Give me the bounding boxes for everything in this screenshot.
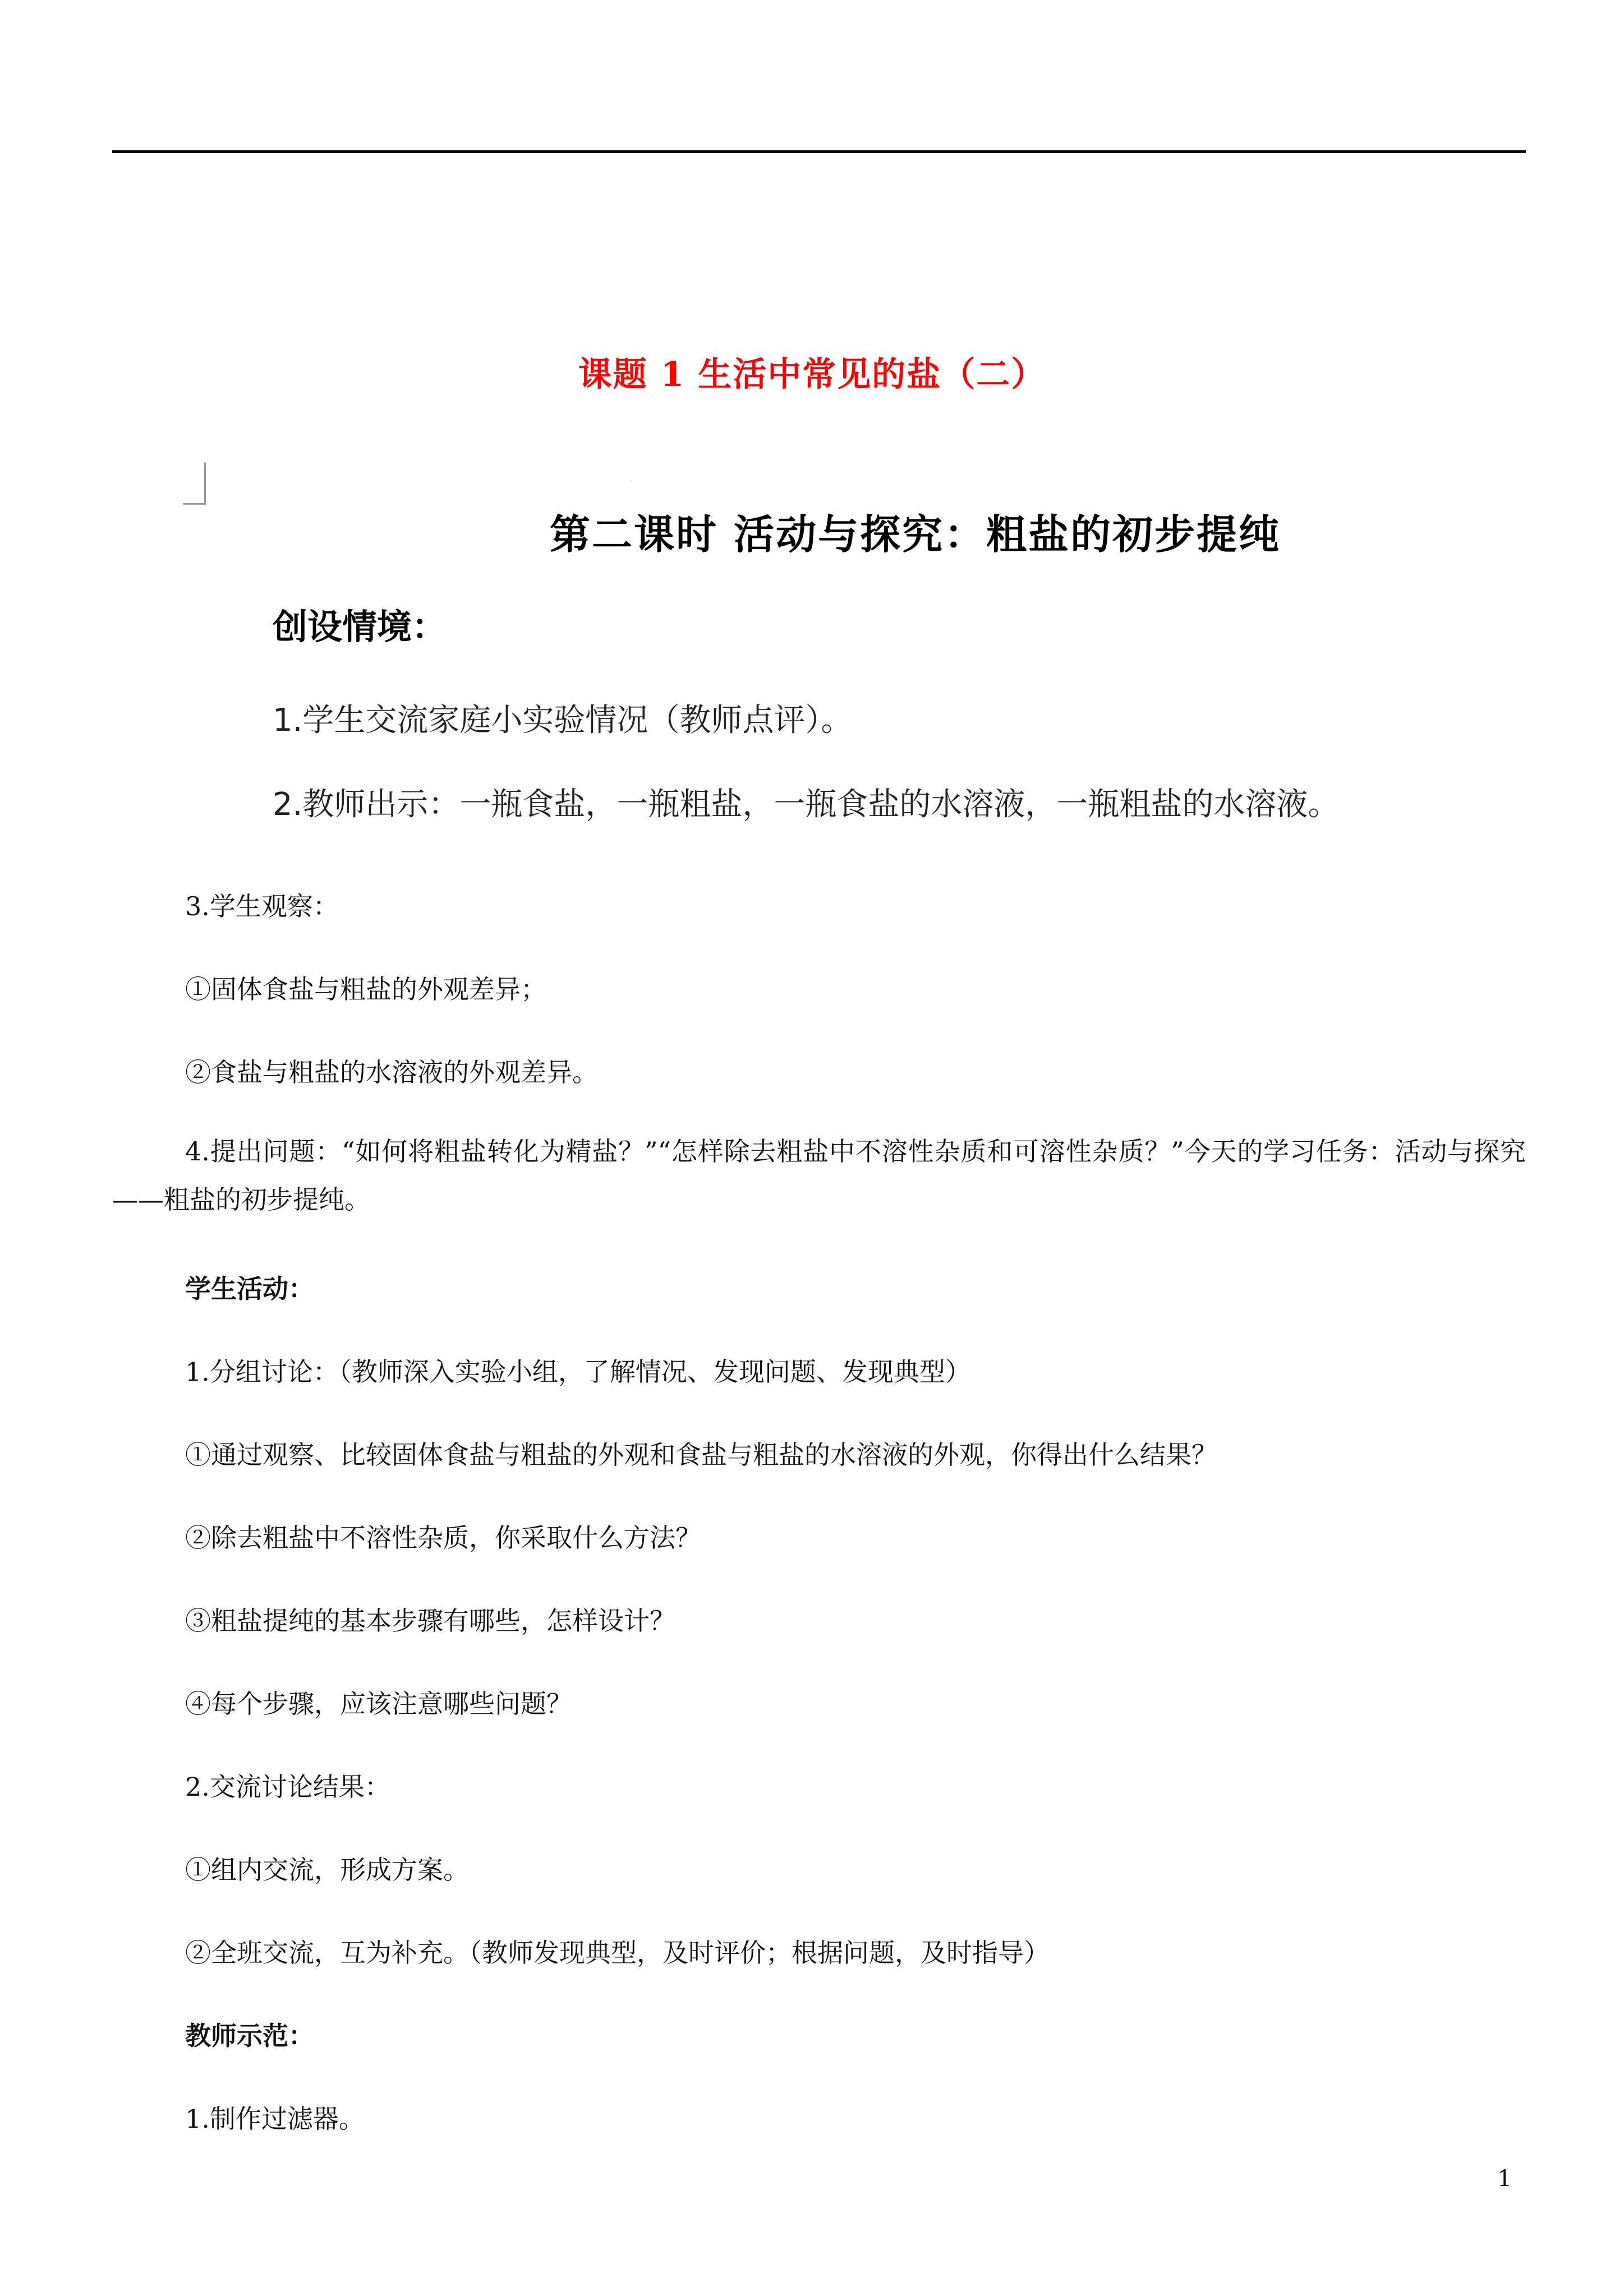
observe-item-2: ②食盐与粗盐的水溶液的外观差异。 xyxy=(185,1057,598,1087)
situation-item-1: 1.学生交流家庭小实验情况（教师点评）。 xyxy=(273,702,853,739)
header-rule xyxy=(112,150,1526,153)
teacher-demo-heading: 教师示范： xyxy=(185,2021,314,2051)
document-title: 课题 1 生活中常见的盐（二） xyxy=(578,355,1046,394)
situation-item-2: 2.教师出示：一瓶食盐，一瓶粗盐，一瓶食盐的水溶液，一瓶粗盐的水溶液。 xyxy=(273,786,1340,823)
discussion-item-1: ①通过观察、比较固体食盐与粗盐的外观和食盐与粗盐的水溶液的外观，你得出什么结果？ xyxy=(185,1440,1217,1470)
exchange-item-2: ②全班交流，互为补充。（教师发现典型，及时评价；根据问题，及时指导） xyxy=(185,1938,1050,1968)
observe-item-1: ①固体食盐与粗盐的外观差异； xyxy=(185,974,546,1004)
discussion-item-2: ②除去粗盐中不溶性杂质，你采取什么方法？ xyxy=(185,1523,701,1553)
demo-item-1: 1.制作过滤器。 xyxy=(185,2104,365,2134)
page-number: 1 xyxy=(1497,2166,1512,2192)
discussion-item-4: ④每个步骤，应该注意哪些问题？ xyxy=(185,1689,572,1719)
watermark: · xyxy=(624,470,641,492)
section-heading: 第二课时 活动与探究：粗盐的初步提纯 xyxy=(550,511,1281,558)
exchange-label: 2.交流讨论结果： xyxy=(185,1772,390,1802)
discussion-label: 1.分组讨论：（教师深入实验小组，了解情况、发现问题、发现典型） xyxy=(185,1357,971,1387)
observe-label: 3.学生观察： xyxy=(185,891,339,921)
discussion-item-3: ③粗盐提纯的基本步骤有哪些，怎样设计？ xyxy=(185,1606,675,1636)
student-activity-heading: 学生活动： xyxy=(185,1274,314,1304)
question-paragraph: 4.提出问题：“如何将粗盐转化为精盐？”“怎样除去粗盐中不溶性杂质和可溶性杂质？”今天的学习任务：活动与探究——粗盐的初步提纯。 xyxy=(112,1136,1526,1215)
exchange-item-1: ①组内交流，形成方案。 xyxy=(185,1855,469,1885)
corner-mark xyxy=(183,463,206,505)
situation-heading: 创设情境： xyxy=(273,606,447,647)
